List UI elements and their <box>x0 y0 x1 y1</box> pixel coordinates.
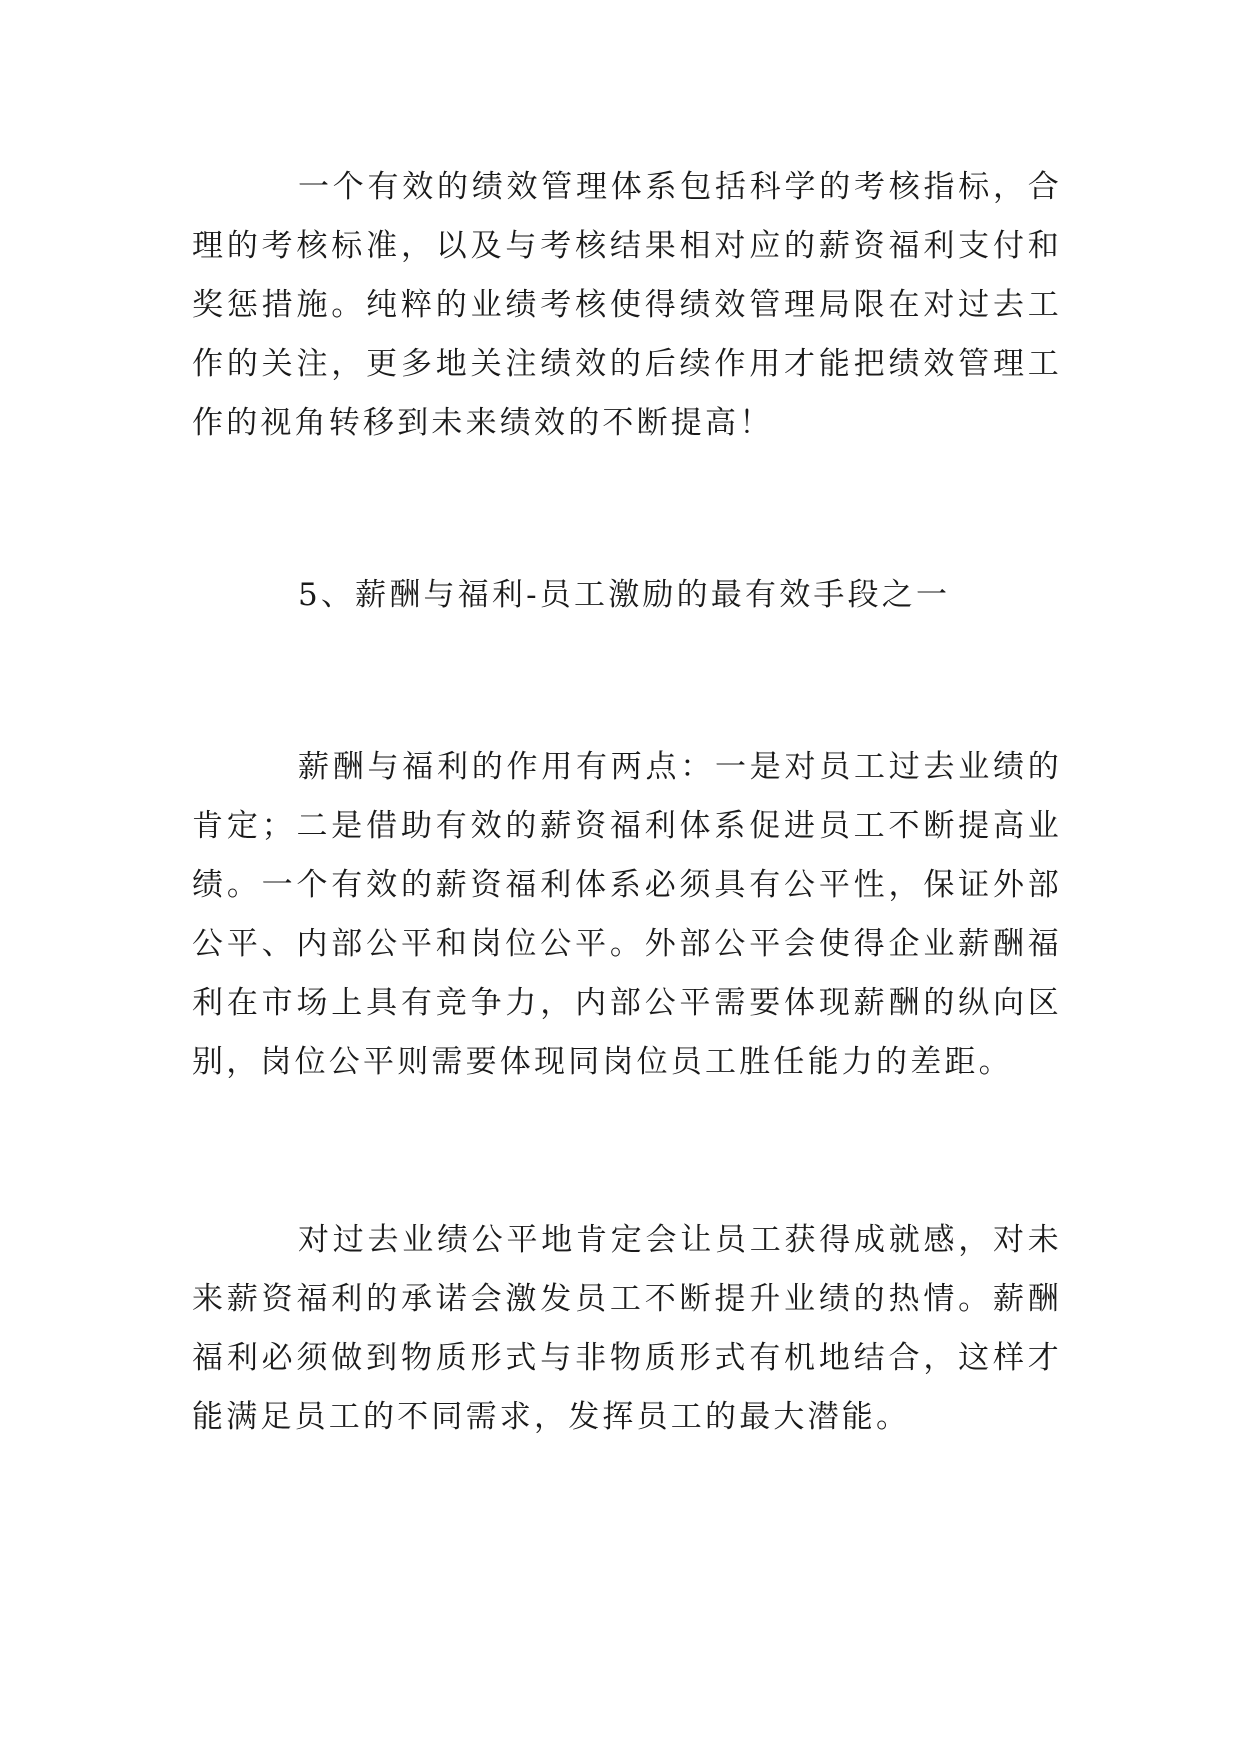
body-paragraph-compensation-role: 薪酬与福利的作用有两点：一是对员工过去业绩的肯定；二是借助有效的薪资福利体系促进员工不断提高业绩。一个有效的薪资福利体系必须具有公平性，保证外部公平、内部公平和岗位公平。外部公平会使得企业薪酬福利在市场上具有竞争力，内部公平需要体现薪酬的纵向区别，岗位公平则需要体现同岗位员工胜任能力的差距。 <box>192 749 1062 1080</box>
body-paragraph-compensation-motivation: 对过去业绩公平地肯定会让员工获得成就感，对未来薪资福利的承诺会激发员工不断提升业绩的热情。薪酬福利必须做到物质形式与非物质形式有机地结合，这样才能满足员工的不同需求，发挥员工的最大潜能。 <box>192 1222 1062 1435</box>
section-heading: 5、薪酬与福利-员工激励的最有效手段之一 <box>298 577 951 613</box>
body-paragraph-performance-management: 一个有效的绩效管理体系包括科学的考核指标，合理的考核标准，以及与考核结果相对应的薪资福利支付和奖惩措施。纯粹的业绩考核使得绩效管理局限在对过去工作的关注，更多地关注绩效的后续作用才能把绩效管理工作的视角转移到未来绩效的不断提高！ <box>192 169 1062 441</box>
